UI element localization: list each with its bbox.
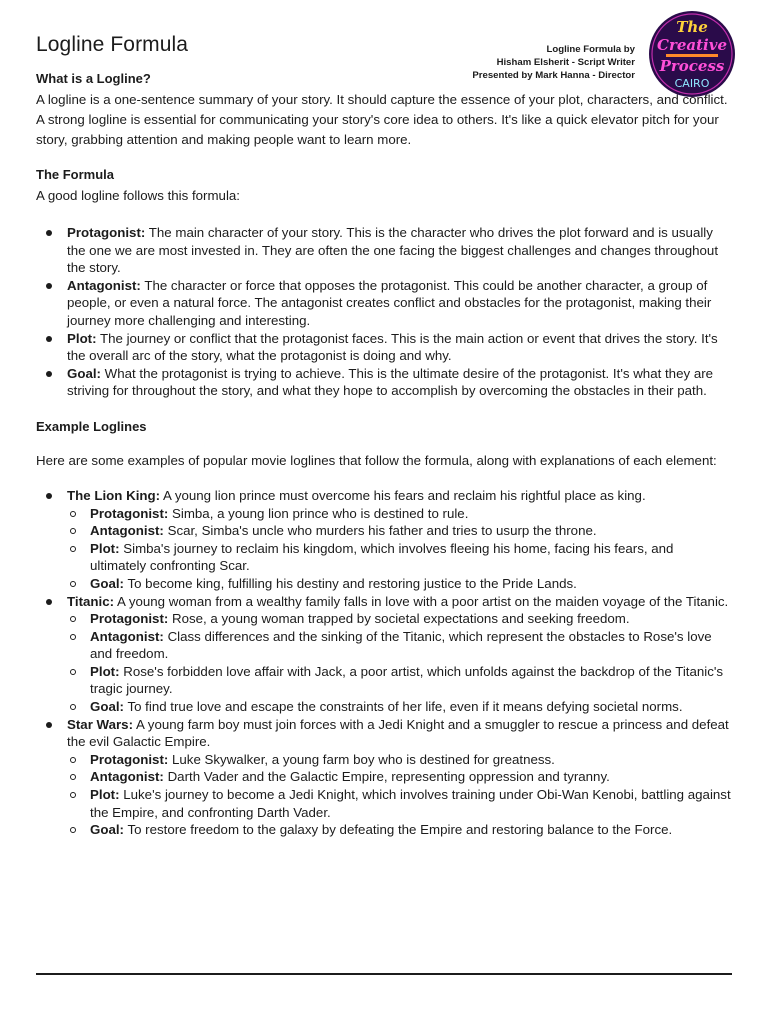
list-item-term: Antagonist:	[90, 523, 164, 539]
list-item-term: Titanic:	[67, 593, 115, 609]
document-body	[36, 70, 732, 839]
list-item-term: Goal:	[67, 365, 101, 381]
list-item-text: The character or force that opposes the protagonist. This could be another character, a group of people, or even a natural force. The antagonist creates conflict and obstacles for the protagonist, making their journey more challenging and interesting.	[67, 277, 712, 328]
list-item-term: The Lion King:	[67, 487, 161, 503]
list-item-text: A young woman from a wealthy family falls in love with a poor artist on the maiden voyage of the Titanic.	[114, 593, 729, 609]
list-item	[36, 330, 732, 365]
list-item-text: A young lion prince must overcome his fears and reclaim his rightful place as king.	[160, 487, 646, 503]
list-item-text: Luke Skywalker, a young farm boy who is destined for greatness.	[168, 751, 555, 767]
list-item-text: Scar, Simba's uncle who murders his father and tries to usurp the throne.	[163, 523, 597, 539]
list-item-text: Simba's journey to reclaim his kingdom, which involves fleeing his home, facing his fears, and ultimately confronting Scar.	[90, 540, 674, 574]
list-item	[36, 365, 732, 400]
list-item-text: To restore freedom to the galaxy by defeating the Empire and restoring balance to the Force.	[123, 822, 673, 838]
logo-text: Process	[659, 57, 725, 75]
list-item-text: To find true love and escape the constraints of her life, even if it means defying societal norms.	[123, 699, 683, 715]
logo-text: The	[676, 18, 708, 36]
logo-text: Creative	[657, 36, 727, 54]
sub-list-item	[36, 610, 732, 628]
credits-line: Hisham Elsherit - Script Writer	[496, 57, 635, 68]
list-item-text: Rose, a young woman trapped by societal expectations and seeking freedom.	[168, 611, 630, 627]
page-title: Logline Formula	[36, 33, 189, 56]
list-item-text: What the protagonist is trying to achieve. This is the ultimate desire of the protagonist. It's what they are striving for throughout the story, and what they hope to accomplish by overcoming the obstacles in their path.	[67, 365, 714, 399]
list-item-term: Goal:	[90, 699, 124, 715]
examples-list	[36, 487, 732, 839]
formula-list	[36, 224, 732, 400]
sub-list-item	[36, 663, 732, 698]
list-item	[36, 716, 732, 751]
section-heading: What is a Logline?	[36, 71, 151, 86]
paragraph: Here are some examples of popular movie loglines that follow the formula, along with explanations of each element:	[36, 452, 717, 468]
sub-list-item	[36, 821, 732, 839]
list-item	[36, 487, 732, 505]
section-heading: The Formula	[36, 167, 115, 182]
list-item	[36, 593, 732, 611]
list-item-term: Antagonist:	[90, 769, 164, 785]
list-item-text: Class differences and the sinking of the Titanic, which represent the obstacles to Rose's love and freedom.	[90, 628, 712, 662]
list-item-term: Protagonist:	[90, 751, 169, 767]
list-item-term: Plot:	[90, 663, 120, 679]
list-item-term: Star Wars:	[67, 716, 134, 732]
list-item-term: Plot:	[67, 330, 97, 346]
paragraph: A logline is a one-sentence summary of your story. It should capture the essence of your plot, characters, and conflict. A strong logline is essential for communicating your story's core idea to others. It's like a quick elevator pitch for your story, grabbing attention and making people want to learn more.	[36, 92, 728, 147]
list-item-text: Darth Vader and the Galactic Empire, representing oppression and tyranny.	[163, 769, 610, 785]
list-item-term: Protagonist:	[67, 225, 146, 240]
sub-list-item	[36, 751, 732, 769]
credits-line: Logline Formula by	[546, 44, 635, 55]
sub-list-item	[36, 575, 732, 593]
list-item-text: A young farm boy must join forces with a Jedi Knight and a smuggler to rescue a princess and defeat the evil Galactic Empire.	[67, 716, 729, 750]
paragraph: A good logline follows this formula:	[36, 188, 240, 203]
list-item-text: Rose's forbidden love affair with Jack, a poor artist, which unfolds against the backdrop of the Titanic's tragic journey.	[90, 663, 724, 697]
document-page	[36, 0, 732, 1024]
list-item-term: Antagonist:	[90, 628, 164, 644]
list-item-term: Plot:	[90, 787, 120, 803]
list-item-term: Plot:	[90, 540, 120, 556]
list-item-text: The main character of your story. This is the character who drives the plot forward and is usually the one we are most invested in. They are often the one facing the biggest challenges and changes throughout the story.	[67, 225, 719, 276]
list-item	[36, 277, 732, 330]
credits-line: Presented by Mark Hanna - Director	[472, 70, 635, 81]
sub-list-item	[36, 628, 732, 663]
list-item-text: Luke's journey to become a Jedi Knight, which involves training under Obi-Wan Kenobi, battling against the Empire, and confronting Darth Vader.	[90, 787, 731, 820]
list-item-text: To become king, fulfilling his destiny and restoring justice to the Pride Lands.	[123, 575, 577, 591]
list-item-text: The journey or conflict that the protagonist faces. This is the main action or event that drives the story. It's the overall arc of the story, what the protagonist is doing and why.	[67, 330, 718, 364]
sub-list-item	[36, 768, 732, 786]
sub-list-item	[36, 786, 732, 821]
list-item-term: Antagonist:	[67, 277, 141, 293]
footer-divider	[36, 973, 732, 975]
sub-list-item	[36, 698, 732, 716]
logo-text: CAIRO	[674, 77, 710, 90]
section-heading: Example Loglines	[36, 418, 147, 434]
sub-list-item	[36, 522, 732, 540]
list-item-term: Protagonist:	[90, 505, 169, 521]
list-item-term: Goal:	[90, 575, 124, 591]
list-item	[36, 224, 732, 277]
sub-list-item	[36, 540, 732, 575]
list-item-term: Goal:	[90, 822, 124, 838]
sub-list-item	[36, 505, 732, 523]
list-item-term: Protagonist:	[90, 611, 169, 627]
list-item-text: Simba, a young lion prince who is destined to rule.	[168, 505, 469, 521]
